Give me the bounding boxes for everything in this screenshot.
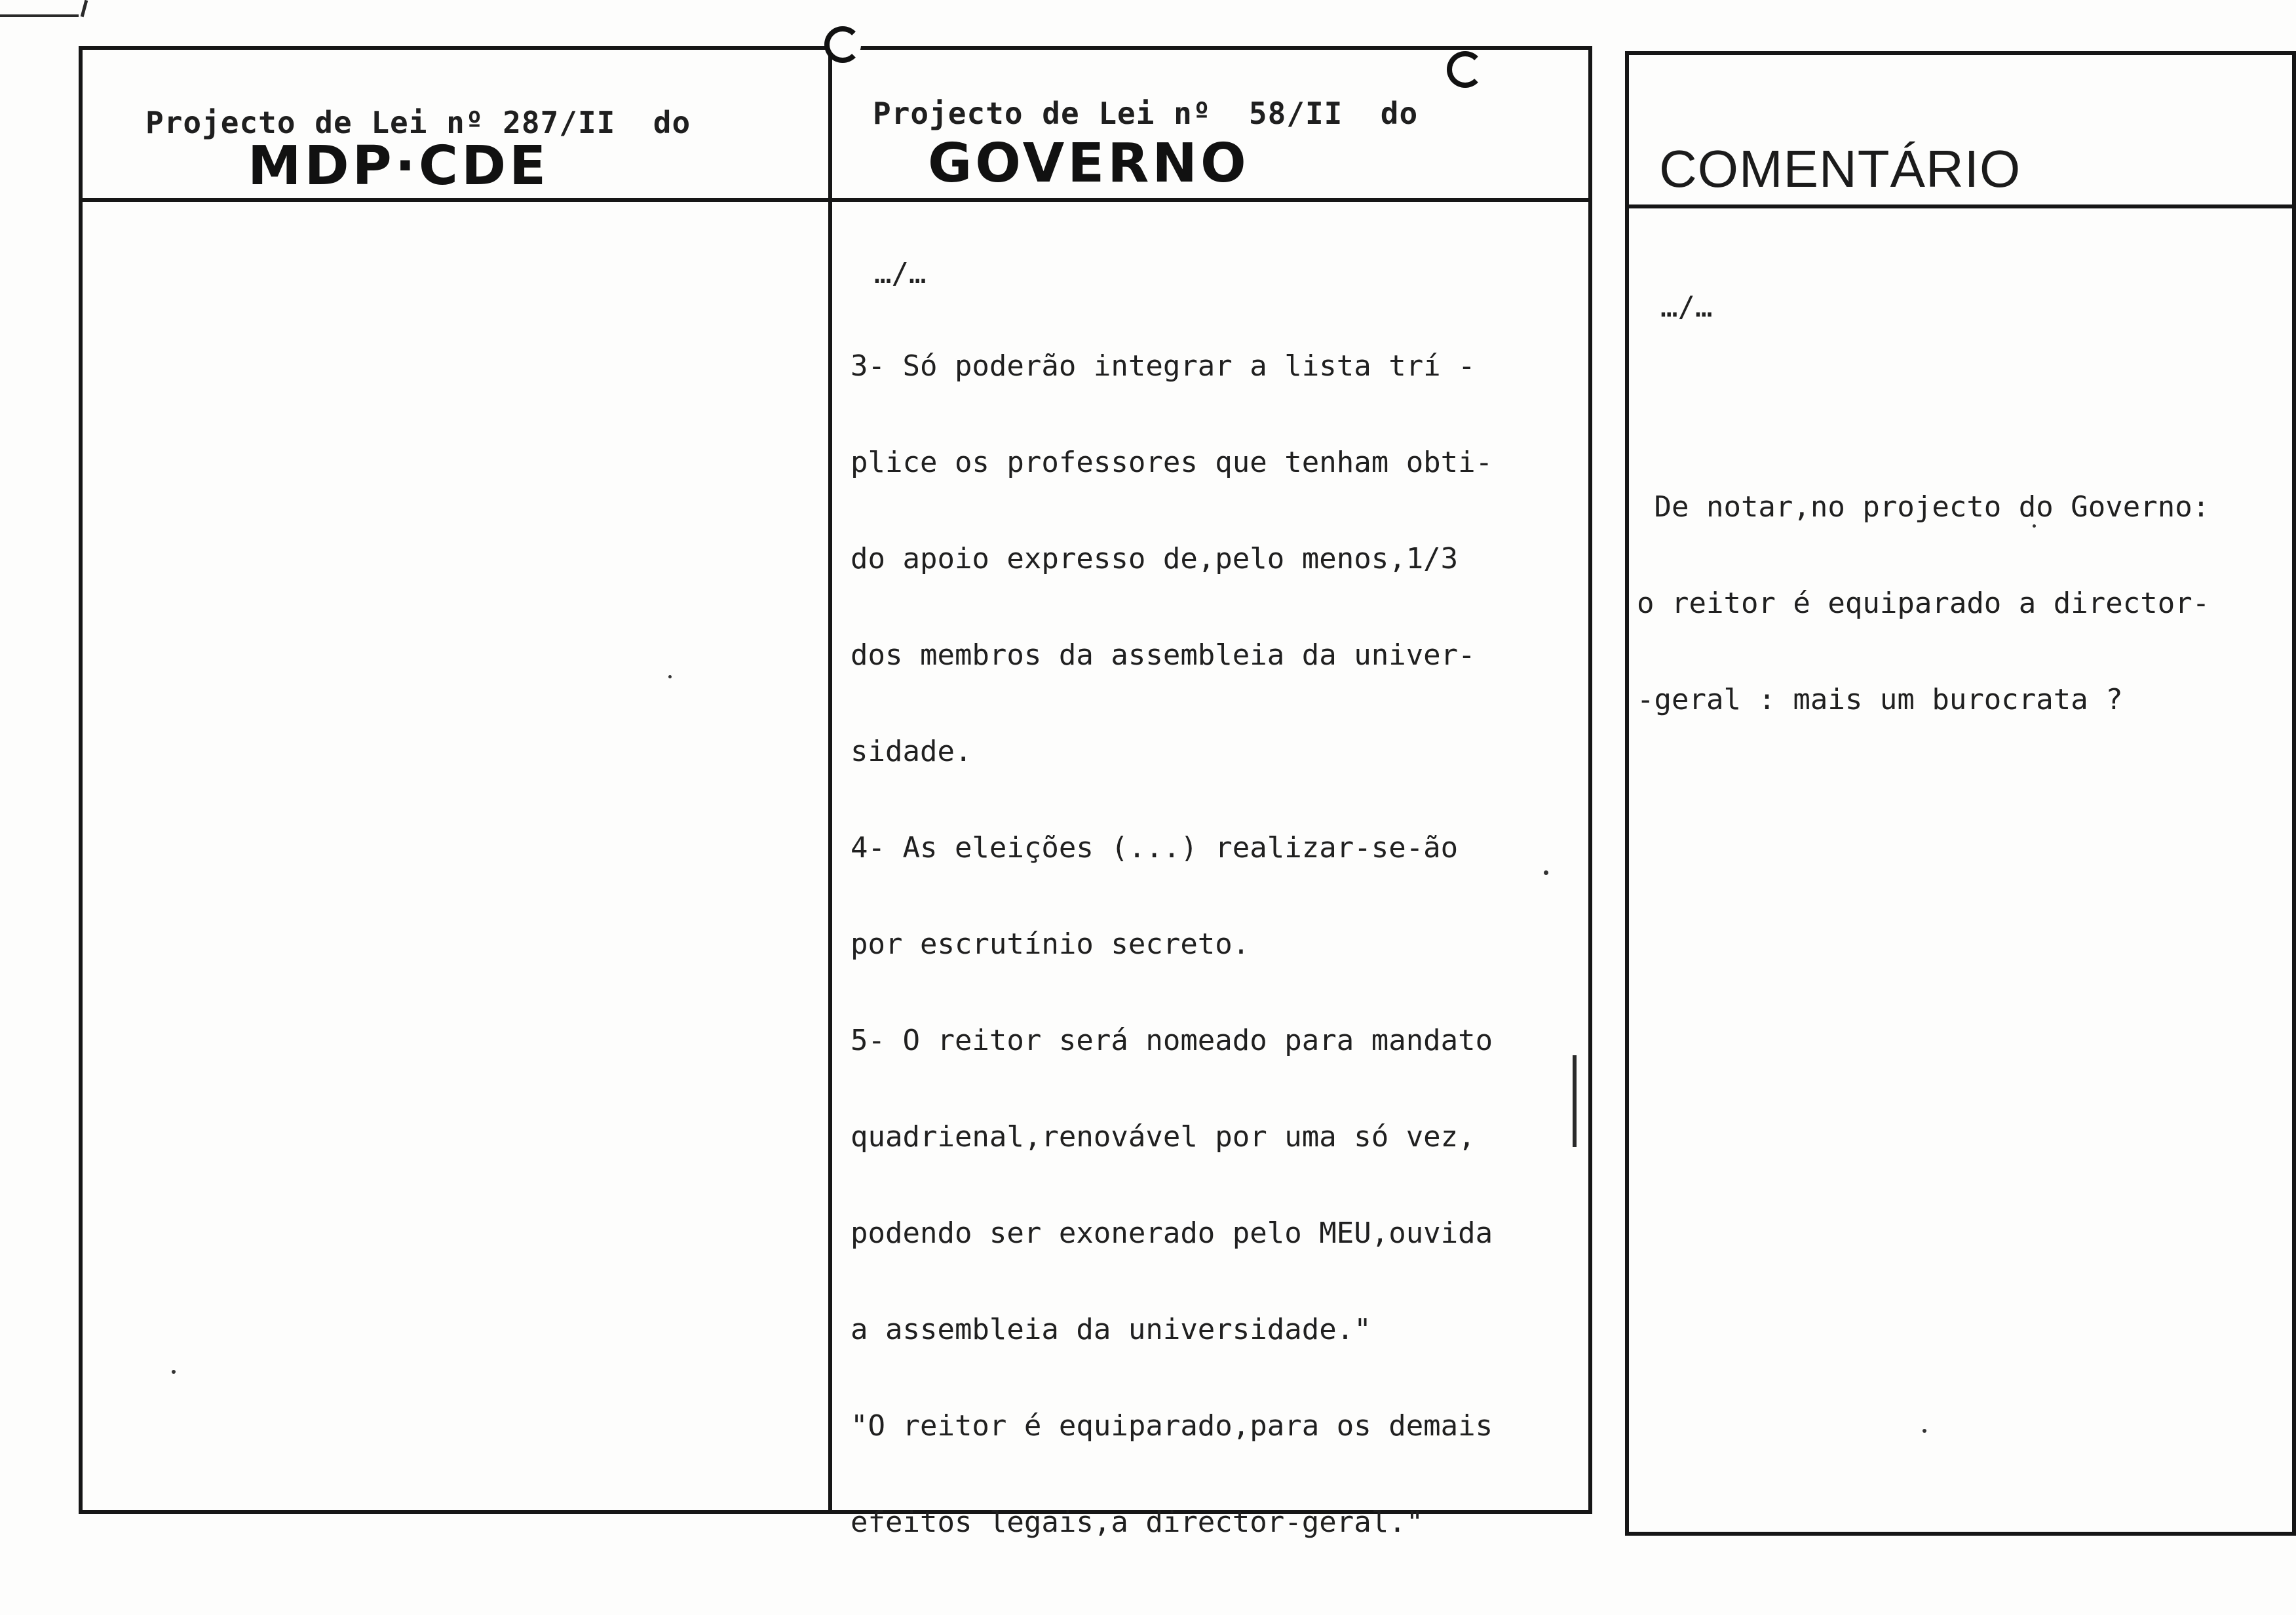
column-divider — [828, 50, 832, 1510]
scan-speck — [2033, 524, 2036, 528]
governo-subtitle: Projecto de Lei nº 58/II do — [873, 96, 1419, 131]
text-line: "O reitor é equiparado,para os demais — [851, 1409, 1493, 1443]
text-line: plice os professores que tenham obti- — [851, 446, 1493, 479]
text-line: efeitos legais,a director-geral." — [851, 1506, 1424, 1539]
governo-body-text — [851, 202, 1493, 1603]
scan-speck — [172, 1370, 176, 1374]
text-line: -geral : mais um burocrata ? — [1637, 683, 2123, 716]
text-line: 4- As eleições (...) realizar-se-ão — [851, 831, 1459, 865]
scan-speck — [1544, 870, 1548, 875]
text-line: a assembleia da universidade." — [851, 1313, 1371, 1346]
stray-mark — [81, 0, 88, 17]
text-line: por escrutínio secreto. — [851, 927, 1250, 961]
comment-table — [1625, 51, 2296, 1536]
text-line: …/… — [1660, 290, 1713, 324]
text-line: do apoio expresso de,pelo menos,1/3 — [851, 542, 1459, 575]
mdp-party-title: MDP·CDE — [248, 135, 550, 197]
comparison-table-left — [79, 46, 1592, 1539]
comentario-title: COMENTÁRIO — [1659, 140, 2021, 198]
text-line: o reitor é equiparado a director- — [1637, 587, 2210, 620]
text-line: quadrienal,renovável por uma só vez, — [851, 1120, 1476, 1154]
header-rule — [1629, 204, 2292, 208]
punch-hole — [1447, 51, 1483, 88]
text-line: sidade. — [851, 735, 972, 768]
text-line: dos membros da assembleia da univer- — [851, 638, 1476, 672]
mdp-subtitle: Projecto de Lei nº 287/II do — [145, 105, 691, 140]
comentario-body-text — [1637, 227, 2210, 780]
scan-speck — [668, 675, 672, 678]
punch-hole — [824, 26, 861, 63]
text-line — [1637, 387, 2210, 427]
scan-speck — [1923, 1429, 1926, 1433]
text-line: podendo ser exonerado pelo MEU,ouvida — [851, 1216, 1493, 1250]
governo-party-title: GOVERNO — [928, 132, 1250, 195]
stray-mark — [0, 14, 79, 17]
scan-mark — [1573, 1055, 1577, 1147]
text-line: 5- O reitor será nomeado para mandato — [851, 1024, 1493, 1057]
text-line: De notar,no projecto do Governo: — [1637, 490, 2210, 524]
text-line: …/… — [874, 257, 927, 290]
text-line: 3- Só poderão integrar a lista trí - — [851, 349, 1476, 383]
